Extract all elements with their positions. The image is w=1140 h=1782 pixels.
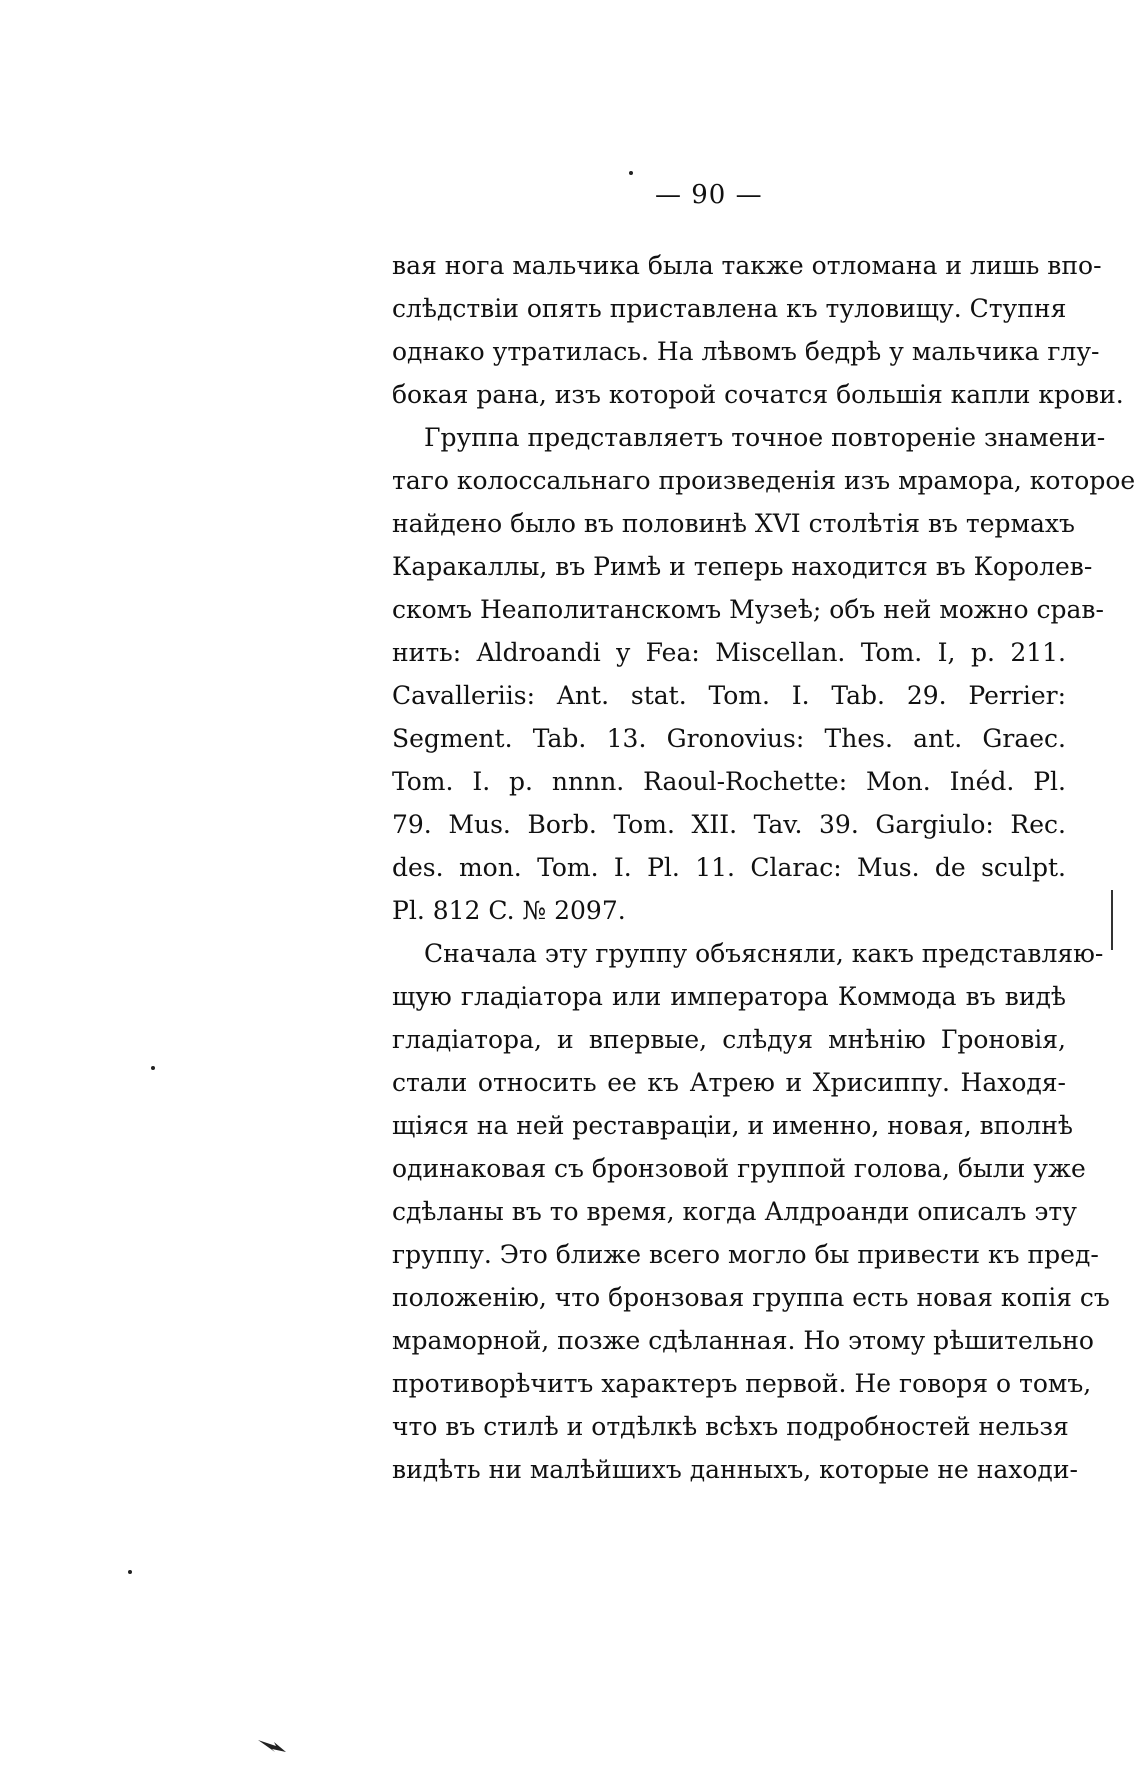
- text-line: Segment. Tab. 13. Gronovius: Thes. ant. Graec.: [392, 724, 1066, 753]
- scan-arrow-mark: [258, 1740, 286, 1754]
- text-line: стали относить ее къ Атрею и Хрисиппу. Находя-: [392, 1068, 1066, 1097]
- text-line: видѣть ни малѣйшихъ данныхъ, которые не находи-: [392, 1455, 1078, 1484]
- text-line: Группа представляетъ точное повтореніе знамени-: [424, 423, 1106, 452]
- text-line: нить: Aldroandi y Fea: Miscellan. Tom. I, p. 211.: [392, 638, 1066, 667]
- text-line: щую гладіатора или императора Коммода въ видѣ: [392, 982, 1066, 1011]
- text-line: Cavalleriis: Ant. stat. Tom. I. Tab. 29. Perrier:: [392, 681, 1066, 710]
- paragraph: [392, 416, 1136, 932]
- text-line: что въ стилѣ и отдѣлкѣ всѣхъ подробностей нельзя: [392, 1412, 1069, 1441]
- text-line: des. mon. Tom. I. Pl. 11. Clarac: Mus. de sculpt.: [392, 853, 1066, 882]
- text-line: Tom. I. p. nnnn. Raoul-Rochette: Mon. Inéd. Pl.: [392, 767, 1066, 796]
- text-line: вая нога мальчика была также отломана и лишь впо-: [392, 251, 1102, 280]
- text-line: найдено было въ половинѣ XVI столѣтія въ термахъ: [392, 509, 1075, 538]
- text-line: слѣдствіи опять приставлена къ туловищу. Ступня: [392, 294, 1067, 323]
- body-text: [392, 244, 1136, 1491]
- text-line: одинаковая съ бронзовой группой голова, были уже: [392, 1154, 1086, 1183]
- text-line: 79. Mus. Borb. Tom. XII. Tav. 39. Gargiulo: Rec.: [392, 810, 1066, 839]
- page-number: — 90 —: [655, 180, 763, 210]
- text-line: сдѣланы въ то время, когда Алдроанди описалъ эту: [392, 1197, 1077, 1226]
- text-line: скомъ Неаполитанскомъ Музеѣ; объ ней можно срав-: [392, 595, 1104, 624]
- text-line: таго колоссальнаго произведенія изъ мрамора, которое: [392, 466, 1136, 495]
- text-line: однако утратилась. На лѣвомъ бедрѣ у мальчика глу-: [392, 337, 1100, 366]
- paragraph: [392, 932, 1110, 1491]
- text-line: Сначала эту группу объясняли, какъ представляю-: [424, 939, 1104, 968]
- text-line: бокая рана, изъ которой сочатся большія капли крови.: [392, 380, 1124, 409]
- paragraph: [392, 244, 1124, 416]
- scan-speck: [629, 171, 633, 175]
- text-line: положенію, что бронзовая группа есть новая копія съ: [392, 1283, 1110, 1312]
- text-line: гладіатора, и впервые, слѣдуя мнѣнію Гроновія,: [392, 1025, 1066, 1054]
- text-line: противорѣчитъ характеръ первой. Не говоря о томъ,: [392, 1369, 1092, 1398]
- scan-speck: [128, 1570, 132, 1574]
- text-line: щіяся на ней реставраціи, и именно, новая, вполнѣ: [392, 1111, 1074, 1140]
- scan-edge-mark: [1111, 890, 1113, 950]
- text-line: Pl. 812 C. № 2097.: [392, 896, 626, 925]
- text-line: Каракаллы, въ Римѣ и теперь находится въ Королев-: [392, 552, 1093, 581]
- text-line: мраморной, позже сдѣланная. Но этому рѣшительно: [392, 1326, 1094, 1355]
- scan-speck: [151, 1066, 155, 1070]
- text-line: группу. Это ближе всего могло бы привести къ пред-: [392, 1240, 1099, 1269]
